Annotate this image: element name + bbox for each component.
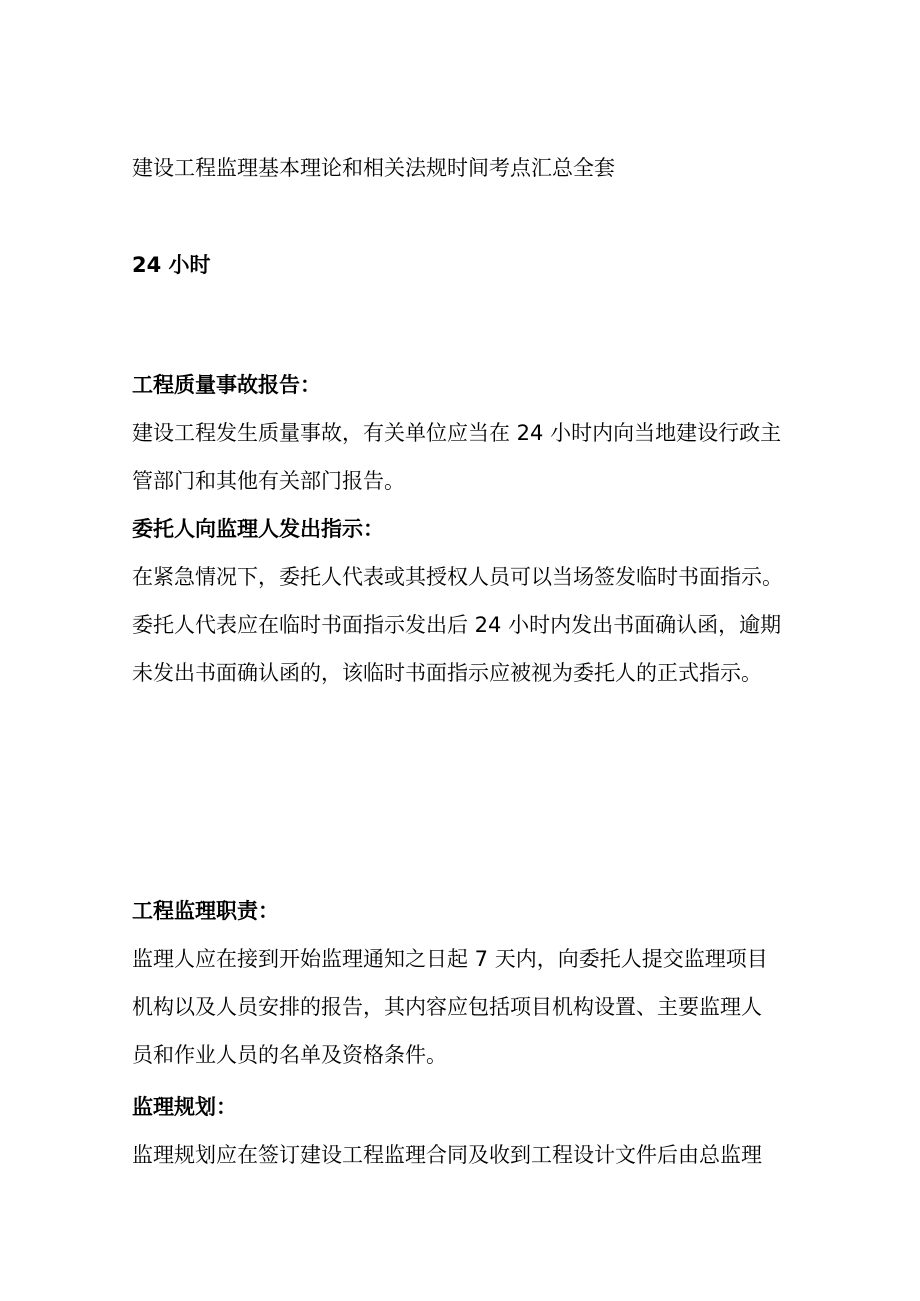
item-heading-supervision-duties: 工程监理职责：	[132, 899, 279, 923]
paragraph-line: 在紧急情况下，委托人代表或其授权人员可以当场签发临时书面指示。	[132, 565, 783, 589]
paragraph-line: 委托人代表应在临时书面指示发出后 24 小时内发出书面确认函，逾期	[132, 613, 782, 637]
item-heading-client-instruction: 委托人向监理人发出指示：	[132, 517, 384, 541]
paragraph-line: 监理人应在接到开始监理通知之日起 7 天内，向委托人提交监理项目	[132, 947, 768, 971]
item-heading-supervision-plan: 监理规划：	[132, 1095, 237, 1119]
paragraph-line: 机构以及人员安排的报告，其内容应包括项目机构设置、主要监理人	[132, 995, 762, 1019]
paragraph-line: 管部门和其他有关部门报告。	[132, 469, 405, 493]
section-heading: 24 小时	[132, 253, 211, 277]
item-heading-quality-accident-report: 工程质量事故报告：	[132, 373, 321, 397]
paragraph-line: 未发出书面确认函的，该临时书面指示应被视为委托人的正式指示。	[132, 661, 762, 685]
paragraph-line: 建设工程发生质量事故，有关单位应当在 24 小时内向当地建设行政主	[132, 421, 782, 445]
paragraph-line: 员和作业人员的名单及资格条件。	[132, 1043, 447, 1067]
document-title: 建设工程监理基本理论和相关法规时间考点汇总全套	[132, 156, 615, 180]
paragraph-line: 监理规划应在签订建设工程监理合同及收到工程设计文件后由总监理	[132, 1143, 762, 1167]
